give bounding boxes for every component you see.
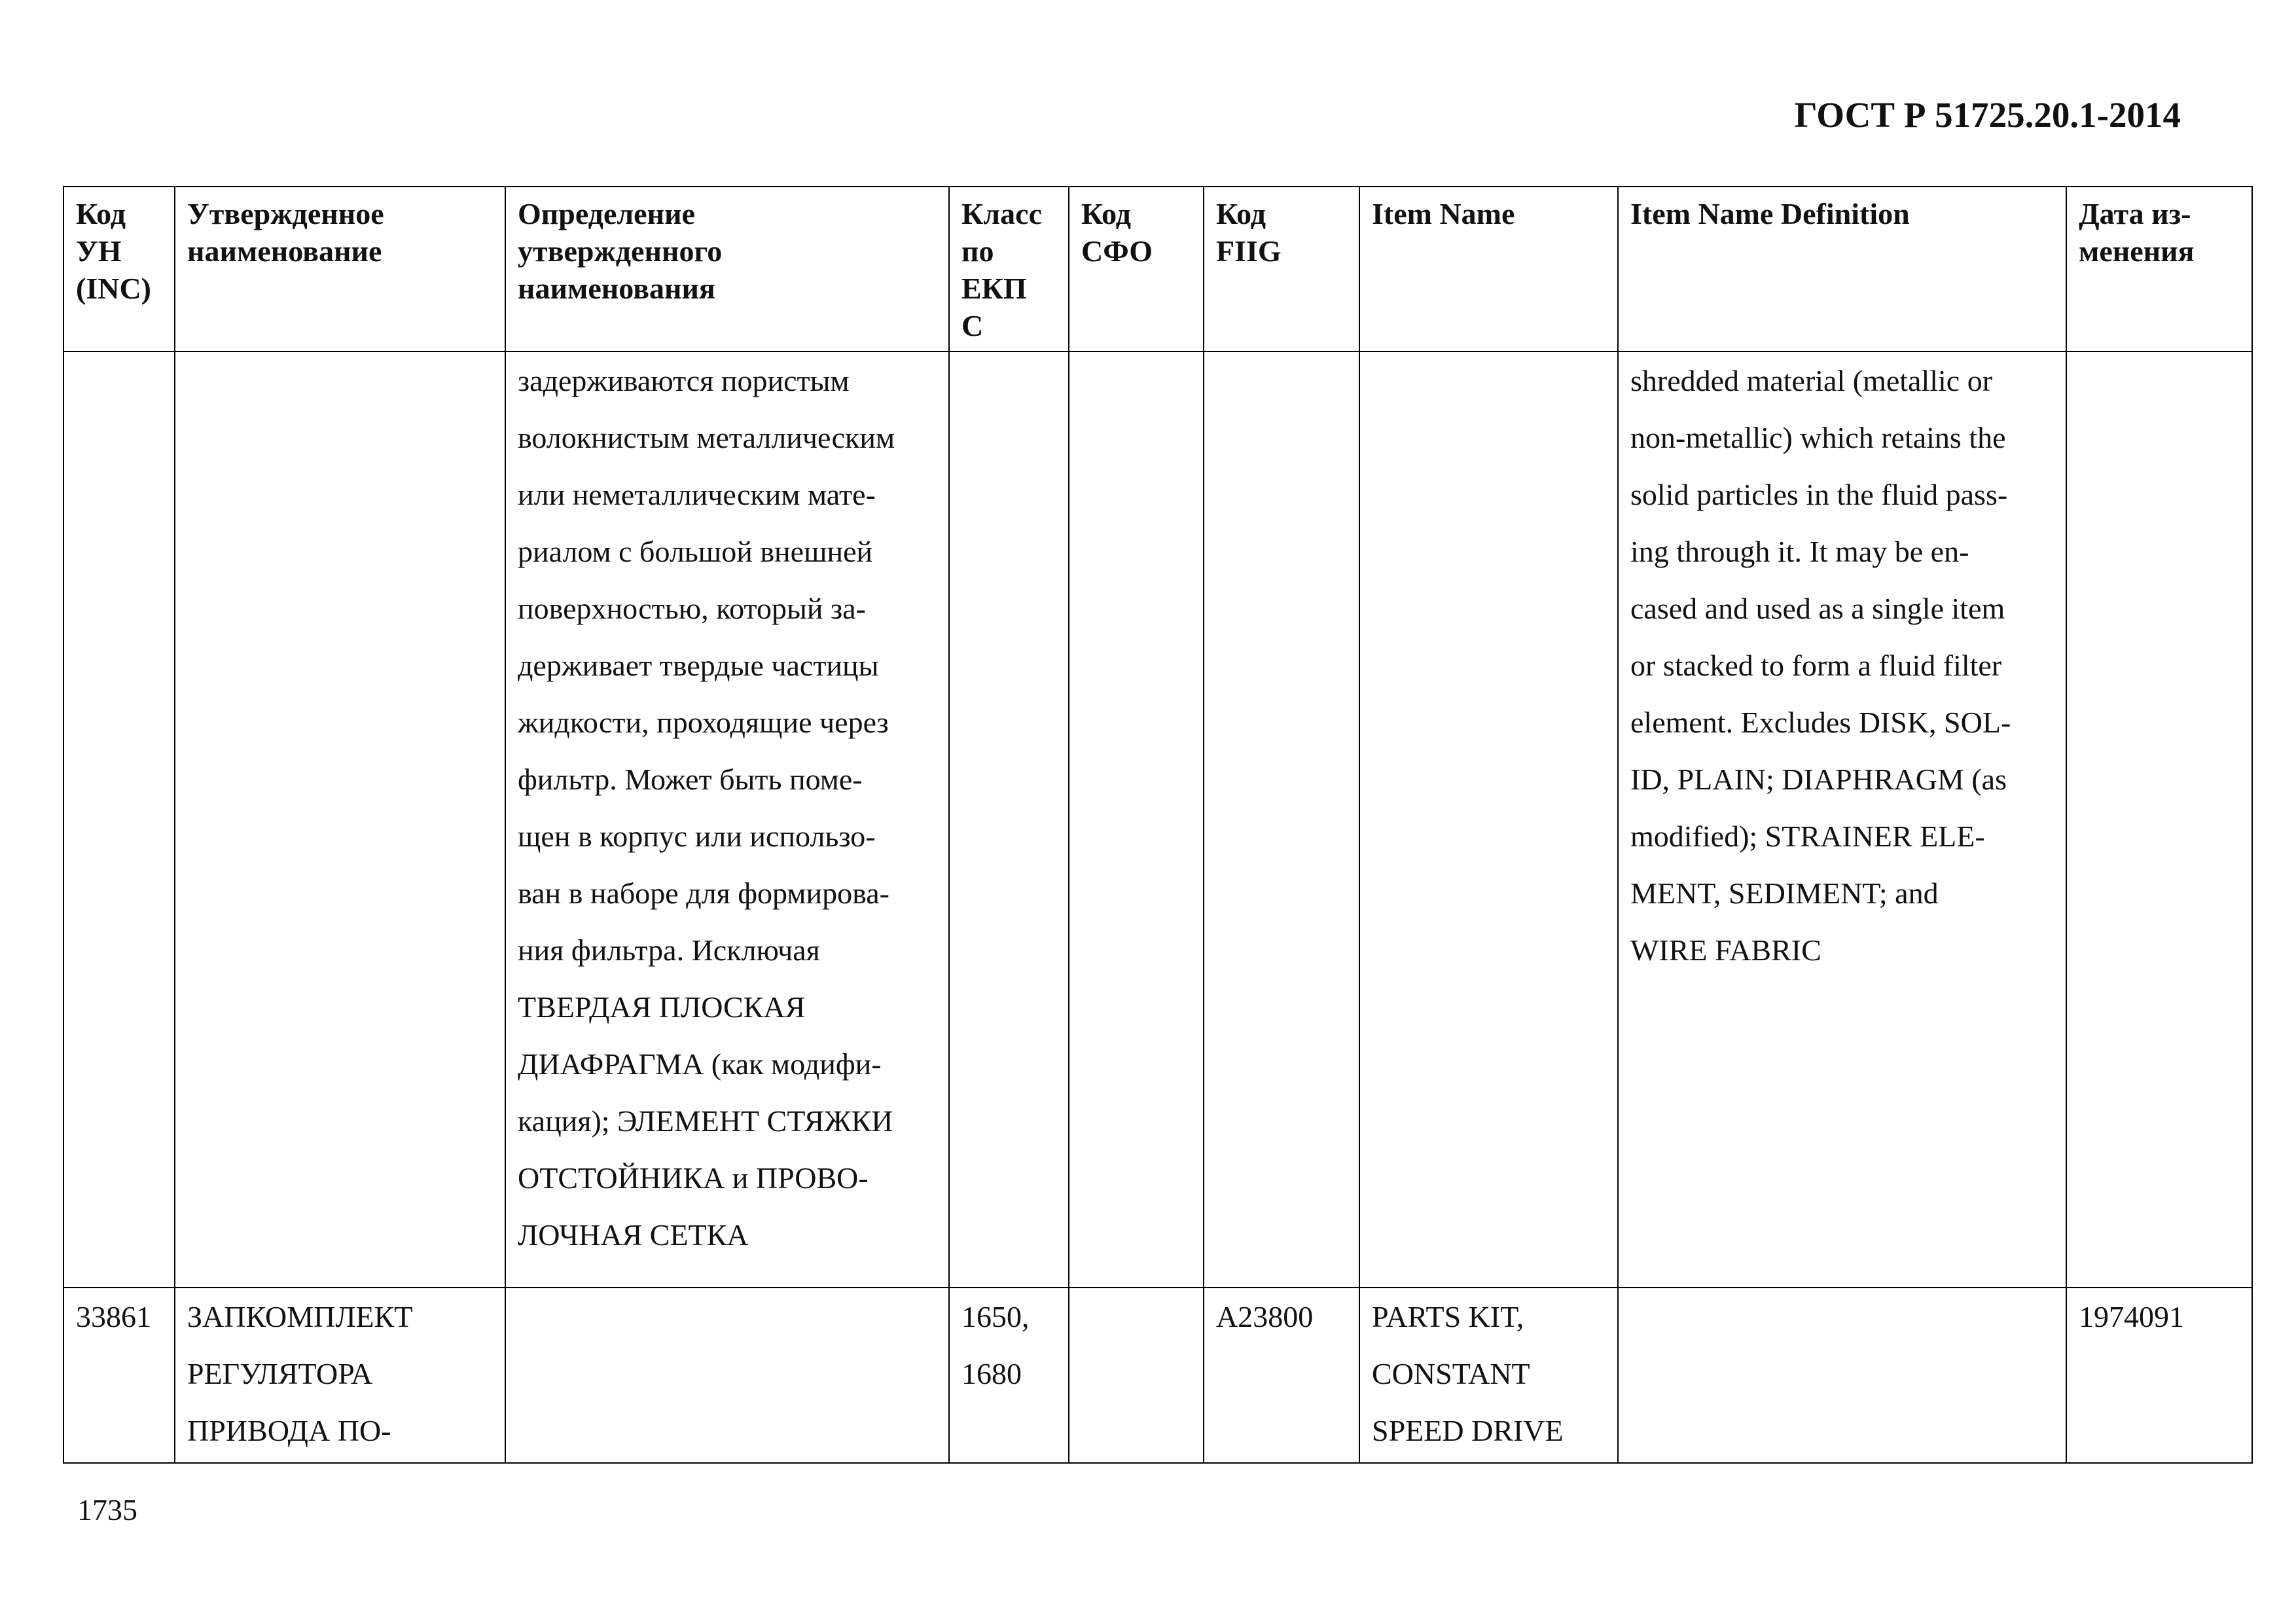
cell-item-name <box>1359 352 1618 1288</box>
cell-ekps-class: 1650, 1680 <box>949 1288 1069 1463</box>
cell-item-name-definition: shredded material (metallic or non-metallic) which retains the solid particles in the fluid pass- ing through it. It may be en- cased and used as a single item or stacked to form a fluid filter element. Excludes DISK, SOL- ID, PLAIN; DIAPHRAGM (as modified); STRAINER ELE- MENT, SEDIMENT; and WIRE FABRIC <box>1618 352 2066 1288</box>
cell-definition <box>505 1288 949 1463</box>
page-number: 1735 <box>77 1493 137 1526</box>
cell-change-date <box>2066 352 2252 1288</box>
header-item-name: Item Name <box>1359 187 1618 352</box>
cell-definition: задерживаются пористым волокнистым металлическим или неметаллическим мате- риалом с большой внешней поверхностью, который за- держивает твердые частицы жидкости, проходящие через фильтр. Может быть поме- щен в корпус или использо- ван в наборе для формирова- ния фильтра. Исключая ТВЕРДАЯ ПЛОСКАЯ ДИАФРАГМА (как модифи- кация); ЭЛЕМЕНТ СТЯЖКИ ОТСТОЙНИКА и ПРОВО- ЛОЧНАЯ СЕТКА <box>505 352 949 1288</box>
header-ekps-class: Класс по ЕКП С <box>949 187 1069 352</box>
cell-change-date: 1974091 <box>2066 1288 2252 1463</box>
cell-fiig-code <box>1204 352 1359 1288</box>
cell-item-name-definition <box>1618 1288 2066 1463</box>
header-fiig-code: Код FIIG <box>1204 187 1359 352</box>
cell-inc <box>63 352 175 1288</box>
cell-approved-name <box>175 352 505 1288</box>
cell-sfo-code <box>1069 352 1204 1288</box>
header-sfo-code: Код СФО <box>1069 187 1204 352</box>
cell-inc: 33861 <box>63 1288 175 1463</box>
cell-approved-name: ЗАПКОМПЛЕКТ РЕГУЛЯТОРА ПРИВОДА ПО- <box>175 1288 505 1463</box>
header-inc: Код УН (INC) <box>63 187 175 352</box>
cell-sfo-code <box>1069 1288 1204 1463</box>
table-row <box>63 352 2252 1288</box>
header-item-name-definition: Item Name Definition <box>1618 187 2066 352</box>
cell-fiig-code: A23800 <box>1204 1288 1359 1463</box>
document-code: ГОСТ Р 51725.20.1-2014 <box>1794 95 2181 135</box>
table-row <box>63 1288 2252 1463</box>
nomenclature-table <box>63 186 2253 1464</box>
cell-item-name: PARTS KIT, CONSTANT SPEED DRIVE <box>1359 1288 1618 1463</box>
header-approved-name: Утвержденное наименование <box>175 187 505 352</box>
header-definition: Определение утвержденного наименования <box>505 187 949 352</box>
cell-ekps-class <box>949 352 1069 1288</box>
header-change-date: Дата из- менения <box>2066 187 2252 352</box>
table-header-row <box>63 187 2252 352</box>
